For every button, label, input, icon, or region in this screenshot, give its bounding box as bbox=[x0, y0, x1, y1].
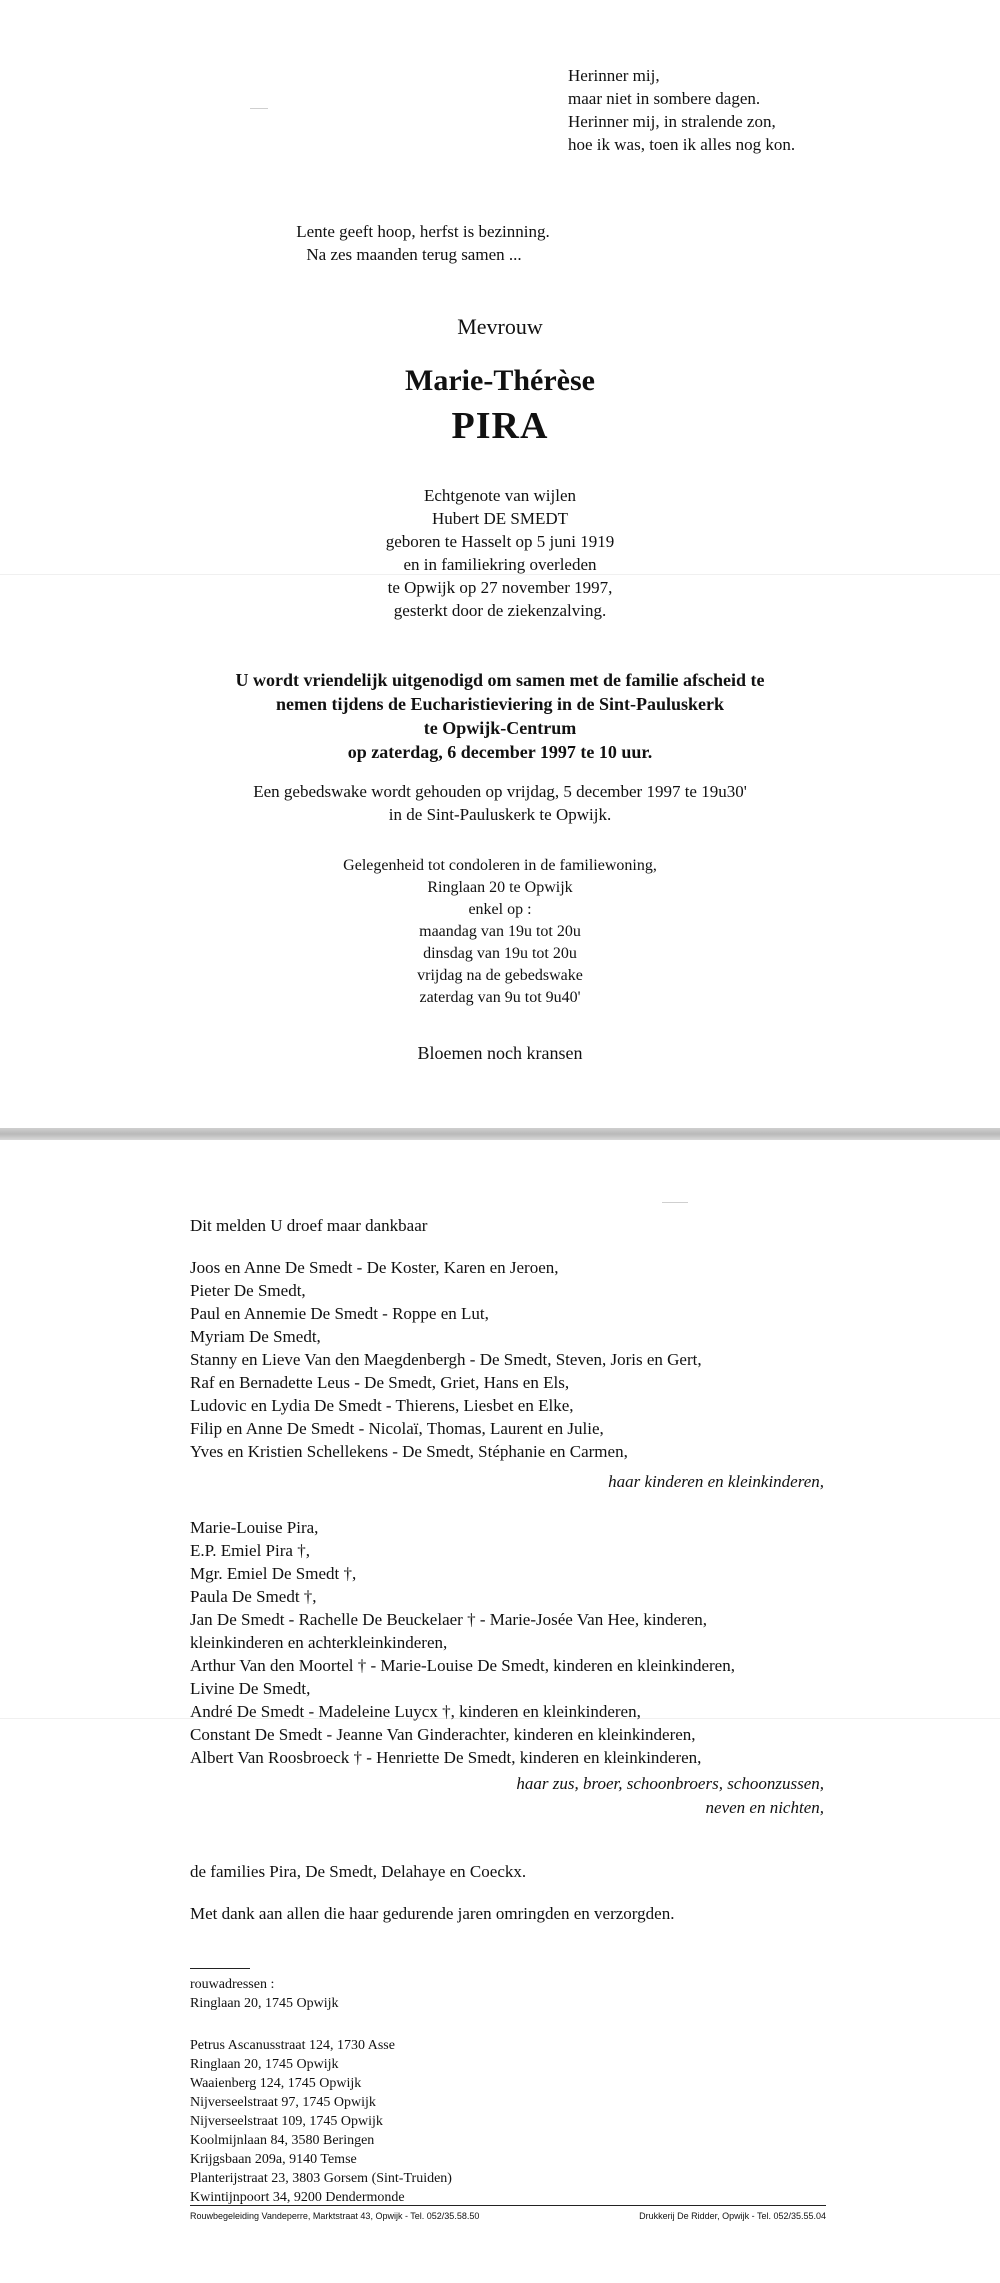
family-line: Yves en Kristien Schellekens - De Smedt, Stéphanie en Carmen, bbox=[190, 1442, 628, 1461]
main-address: Ringlaan 20, 1745 Opwijk bbox=[190, 1996, 339, 2011]
first-names: Marie-Thérèse bbox=[405, 364, 595, 397]
mourning-addresses-heading bbox=[190, 1975, 339, 2013]
family-line: Arthur Van den Moortel † - Marie-Louise De Smedt, kinderen en kleinkinderen, bbox=[190, 1656, 735, 1675]
thanks-line: Met dank aan allen die haar gedurende jaren omringden en verzorgden. bbox=[190, 1904, 675, 1923]
family-line: Joos en Anne De Smedt - De Koster, Karen en Jeroen, bbox=[190, 1258, 559, 1277]
family-line: Filip en Anne De Smedt - Nicolaï, Thomas, Laurent en Julie, bbox=[190, 1419, 604, 1438]
memorial-quote bbox=[0, 220, 1000, 266]
family-line: Jan De Smedt - Rachelle De Beuckelaer † - Marie-Josée Van Hee, kinderen, bbox=[190, 1610, 708, 1629]
family-line: Livine De Smedt, bbox=[190, 1679, 311, 1698]
condolence-line: Ringlaan 20 te Opwijk bbox=[427, 879, 573, 896]
condolence-line: Gelegenheid tot condoleren in de familiewoning, bbox=[343, 857, 657, 874]
divider bbox=[190, 1968, 250, 1969]
family-line: Albert Van Roosbroeck † - Henriette De Smedt, kinderen en kleinkinderen, bbox=[190, 1748, 702, 1767]
address-line: Nijverseelstraat 109, 1745 Opwijk bbox=[190, 2114, 383, 2129]
announcement-intro: Dit melden U droef maar dankbaar bbox=[190, 1216, 428, 1235]
address-line: Ringlaan 20, 1745 Opwijk bbox=[190, 2057, 339, 2072]
family-line: André De Smedt - Madeleine Luycx †, kinderen en kleinkinderen, bbox=[190, 1702, 641, 1721]
quote-line: Na zes maanden terug samen ... bbox=[306, 245, 522, 264]
relation-line: neven en nichten, bbox=[705, 1798, 824, 1817]
printer-credit: Drukkerij De Ridder, Opwijk - Tel. 052/35.55.04 bbox=[639, 2211, 826, 2221]
family-line: Paula De Smedt †, bbox=[190, 1587, 317, 1606]
condolence-line: enkel op : bbox=[468, 901, 532, 918]
funeral-director-credit: Rouwbegeleiding Vandeperre, Marktstraat 43, Opwijk - Tel. 052/35.58.50 bbox=[190, 2211, 480, 2221]
footer-divider bbox=[190, 2205, 826, 2206]
condolence-line: zaterdag van 9u tot 9u40' bbox=[419, 989, 581, 1006]
family-line: Ludovic en Lydia De Smedt - Thierens, Liesbet en Elke, bbox=[190, 1396, 574, 1415]
prayer-vigil bbox=[0, 780, 1000, 826]
address-line: Waaienberg 124, 1745 Opwijk bbox=[190, 2076, 362, 2091]
families-line: de families Pira, De Smedt, Delahaye en Coeckx. bbox=[190, 1862, 527, 1881]
funeral-invitation bbox=[0, 668, 1000, 764]
scan-mark bbox=[662, 1202, 688, 1203]
scan-mark bbox=[250, 108, 268, 109]
family-line: Paul en Annemie De Smedt - Roppe en Lut, bbox=[190, 1304, 489, 1323]
address-line: Kwintijnpoort 34, 9200 Dendermonde bbox=[190, 2190, 405, 2205]
surname: PIRA bbox=[451, 405, 549, 447]
bio-line: te Opwijk op 27 november 1997, bbox=[387, 578, 613, 597]
condolence-line: maandag van 19u tot 20u bbox=[419, 923, 581, 940]
family-line: Marie-Louise Pira, bbox=[190, 1518, 319, 1537]
wake-line: Een gebedswake wordt gehouden op vrijdag, 5 december 1997 te 19u30' bbox=[253, 782, 747, 801]
bio-line: en in familiekring overleden bbox=[403, 555, 597, 574]
family-line: Raf en Bernadette Leus - De Smedt, Griet, Hans en Els, bbox=[190, 1373, 570, 1392]
address-line: Nijverseelstraat 97, 1745 Opwijk bbox=[190, 2095, 376, 2110]
poem-line: Herinner mij, bbox=[568, 66, 660, 85]
invitation-line: te Opwijk-Centrum bbox=[423, 718, 577, 738]
family-line: Pieter De Smedt, bbox=[190, 1281, 306, 1300]
poem-line: Herinner mij, in stralende zon, bbox=[568, 112, 776, 131]
bio-line: Hubert DE SMEDT bbox=[432, 509, 568, 528]
address-line: Planterijstraat 23, 3803 Gorsem (Sint-Truiden) bbox=[190, 2171, 452, 2186]
address-line: Koolmijnlaan 84, 3580 Beringen bbox=[190, 2133, 375, 2148]
flowers-note: Bloemen noch kransen bbox=[417, 1043, 583, 1063]
poem-line: maar niet in sombere dagen. bbox=[568, 89, 761, 108]
family-line: E.P. Emiel Pira †, bbox=[190, 1541, 310, 1560]
bio-line: Echtgenote van wijlen bbox=[423, 486, 576, 505]
children-relation: haar kinderen en kleinkinderen, bbox=[608, 1472, 824, 1491]
address-line: Krijgsbaan 209a, 9140 Temse bbox=[190, 2152, 357, 2167]
quote-line: Lente geeft hoop, herfst is bezinning. bbox=[296, 222, 550, 241]
condolence-line: vrijdag na de gebedswake bbox=[417, 967, 583, 984]
family-line: Myriam De Smedt, bbox=[190, 1327, 321, 1346]
invitation-line: U wordt vriendelijk uitgenodigd om samen met de familie afscheid te bbox=[235, 670, 765, 690]
mourning-addresses-list bbox=[190, 2036, 452, 2207]
siblings-relation bbox=[516, 1772, 824, 1820]
memorial-poem bbox=[568, 64, 795, 156]
siblings-list bbox=[190, 1516, 735, 1769]
children-list bbox=[190, 1256, 702, 1463]
wake-line: in de Sint-Pauluskerk te Opwijk. bbox=[388, 805, 612, 824]
honorific: Mevrouw bbox=[457, 314, 543, 339]
bio-line: geboren te Hasselt op 5 juni 1919 bbox=[385, 532, 615, 551]
invitation-line: nemen tijdens de Eucharistieviering in de Sint-Pauluskerk bbox=[275, 694, 725, 714]
relation-line: haar zus, broer, schoonbroers, schoonzussen, bbox=[516, 1774, 824, 1793]
condolence-line: dinsdag van 19u tot 20u bbox=[423, 945, 577, 962]
addresses-heading: rouwadressen : bbox=[190, 1977, 275, 1992]
family-line: kleinkinderen en achterkleinkinderen, bbox=[190, 1633, 448, 1652]
poem-line: hoe ik was, toen ik alles nog kon. bbox=[568, 135, 796, 154]
address-line: Petrus Ascanusstraat 124, 1730 Asse bbox=[190, 2038, 395, 2053]
page-fold bbox=[0, 1128, 1000, 1140]
bio-line: gesterkt door de ziekenzalving. bbox=[393, 601, 607, 620]
family-line: Stanny en Lieve Van den Maegdenbergh - De Smedt, Steven, Joris en Gert, bbox=[190, 1350, 702, 1369]
condolence-times bbox=[0, 855, 1000, 1009]
family-line: Constant De Smedt - Jeanne Van Ginderachter, kinderen en kleinkinderen, bbox=[190, 1725, 696, 1744]
family-line: Mgr. Emiel De Smedt †, bbox=[190, 1564, 357, 1583]
invitation-line: op zaterdag, 6 december 1997 te 10 uur. bbox=[347, 742, 653, 762]
biography bbox=[0, 484, 1000, 622]
